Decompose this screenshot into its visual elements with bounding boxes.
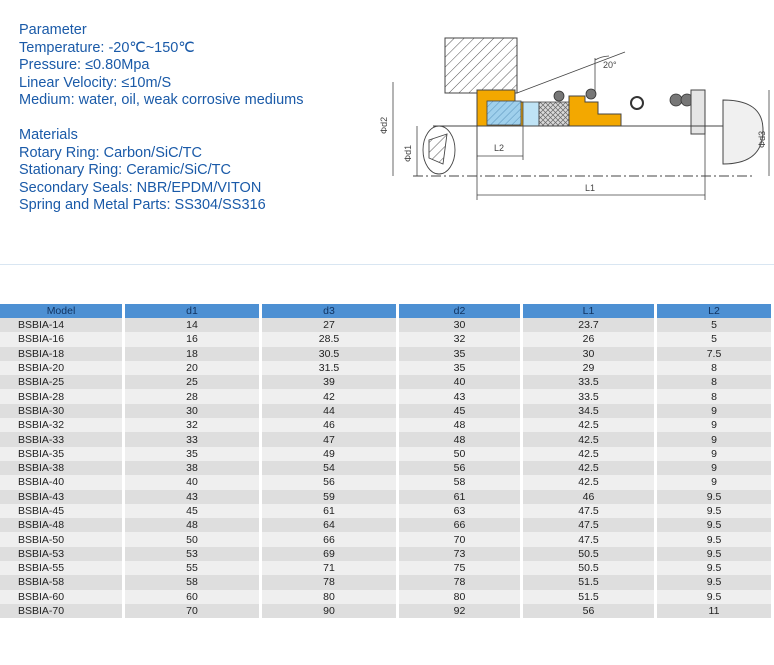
parameter-line: Linear Velocity: ≤10m/S bbox=[19, 74, 172, 91]
table-row bbox=[0, 332, 774, 346]
table-cell: 47.5 bbox=[523, 532, 657, 546]
table-cell: 70 bbox=[125, 604, 262, 618]
table-cell: BSBIA-33 bbox=[0, 432, 125, 446]
materials-line: Rotary Ring: Carbon/SiC/TC bbox=[19, 144, 202, 161]
materials-heading: Materials bbox=[19, 126, 78, 143]
table-cell: 43 bbox=[399, 389, 523, 403]
table-cell: 9 bbox=[657, 432, 774, 446]
table-cell: BSBIA-40 bbox=[0, 475, 125, 489]
table-row bbox=[0, 504, 774, 518]
table-cell: BSBIA-35 bbox=[0, 447, 125, 461]
table-cell: 8 bbox=[657, 361, 774, 375]
table-cell: BSBIA-14 bbox=[0, 318, 125, 332]
table-cell: 42.5 bbox=[523, 418, 657, 432]
table-cell: 30 bbox=[523, 347, 657, 361]
table-cell: 29 bbox=[523, 361, 657, 375]
table-cell: 42.5 bbox=[523, 432, 657, 446]
materials-line: Spring and Metal Parts: SS304/SS316 bbox=[19, 197, 266, 214]
table-cell: 32 bbox=[125, 418, 262, 432]
table-cell: 90 bbox=[262, 604, 399, 618]
table-row bbox=[0, 561, 774, 575]
table-cell: 40 bbox=[125, 475, 262, 489]
table-cell: 30.5 bbox=[262, 347, 399, 361]
table-row bbox=[0, 389, 774, 403]
table-cell: 9.5 bbox=[657, 504, 774, 518]
table-cell: 33.5 bbox=[523, 389, 657, 403]
table-cell: 47.5 bbox=[523, 504, 657, 518]
table-cell: 23.7 bbox=[523, 318, 657, 332]
table-cell: 51.5 bbox=[523, 575, 657, 589]
table-cell: 80 bbox=[262, 590, 399, 604]
d3-label: Φd3 bbox=[757, 130, 767, 148]
materials-line: Secondary Seals: NBR/EPDM/VITON bbox=[19, 179, 262, 196]
table-row bbox=[0, 432, 774, 446]
table-cell: BSBIA-60 bbox=[0, 590, 125, 604]
angle-label: 20° bbox=[603, 60, 617, 70]
table-row bbox=[0, 404, 774, 418]
table-cell: 9 bbox=[657, 447, 774, 461]
angle-indicator bbox=[517, 52, 625, 93]
table-cell: 9.5 bbox=[657, 490, 774, 504]
materials-line: Stationary Ring: Ceramic/SiC/TC bbox=[19, 162, 231, 179]
table-cell: 66 bbox=[262, 532, 399, 546]
table-cell: 42.5 bbox=[523, 461, 657, 475]
table-cell: BSBIA-53 bbox=[0, 547, 125, 561]
table-header bbox=[0, 304, 774, 318]
table-cell: 78 bbox=[262, 575, 399, 589]
table-cell: BSBIA-55 bbox=[0, 561, 125, 575]
table-cell: 48 bbox=[125, 518, 262, 532]
table-cell: 25 bbox=[125, 375, 262, 389]
table-cell: 51.5 bbox=[523, 590, 657, 604]
table-cell: BSBIA-43 bbox=[0, 490, 125, 504]
table-cell: 56 bbox=[523, 604, 657, 618]
table-cell: 46 bbox=[262, 418, 399, 432]
table-cell: 27 bbox=[262, 318, 399, 332]
table-cell: 9 bbox=[657, 404, 774, 418]
table-cell: 43 bbox=[125, 490, 262, 504]
table-cell: 50.5 bbox=[523, 547, 657, 561]
table-cell: 34.5 bbox=[523, 404, 657, 418]
rotary-assembly bbox=[523, 96, 621, 126]
table-cell: 40 bbox=[399, 375, 523, 389]
table-row bbox=[0, 318, 774, 332]
housing-gland bbox=[445, 38, 517, 93]
d2-label: Φd2 bbox=[379, 116, 389, 134]
table-row bbox=[0, 532, 774, 546]
table-cell: 63 bbox=[399, 504, 523, 518]
table-cell: 66 bbox=[399, 518, 523, 532]
table-cell: 35 bbox=[125, 447, 262, 461]
table-cell: 9 bbox=[657, 418, 774, 432]
parameter-block bbox=[19, 22, 303, 110]
table-cell: 35 bbox=[399, 361, 523, 375]
table-cell: 64 bbox=[262, 518, 399, 532]
table-cell: 9 bbox=[657, 461, 774, 475]
table-cell: 8 bbox=[657, 375, 774, 389]
table-cell: 55 bbox=[125, 561, 262, 575]
table-cell: BSBIA-25 bbox=[0, 375, 125, 389]
table-cell: BSBIA-20 bbox=[0, 361, 125, 375]
table-cell: 20 bbox=[125, 361, 262, 375]
table-cell: 42.5 bbox=[523, 447, 657, 461]
table-cell: 70 bbox=[399, 532, 523, 546]
table-cell: 60 bbox=[125, 590, 262, 604]
table-cell: 61 bbox=[399, 490, 523, 504]
table-cell: 50.5 bbox=[523, 561, 657, 575]
table-row bbox=[0, 361, 774, 375]
table-row bbox=[0, 447, 774, 461]
table-row bbox=[0, 575, 774, 589]
table-cell: 33.5 bbox=[523, 375, 657, 389]
table-row bbox=[0, 347, 774, 361]
table-cell: 80 bbox=[399, 590, 523, 604]
table-cell: 53 bbox=[125, 547, 262, 561]
table-cell: 49 bbox=[262, 447, 399, 461]
column-header: Model bbox=[0, 304, 125, 318]
table-cell: 5 bbox=[657, 318, 774, 332]
table-cell: 44 bbox=[262, 404, 399, 418]
table-cell: 35 bbox=[399, 347, 523, 361]
table-cell: 61 bbox=[262, 504, 399, 518]
column-header: d2 bbox=[399, 304, 523, 318]
table-cell: 9.5 bbox=[657, 575, 774, 589]
table-cell: 16 bbox=[125, 332, 262, 346]
table-cell: BSBIA-70 bbox=[0, 604, 125, 618]
table-cell: 50 bbox=[399, 447, 523, 461]
table-cell: 14 bbox=[125, 318, 262, 332]
table-cell: 9.5 bbox=[657, 547, 774, 561]
table-body bbox=[0, 318, 774, 618]
table-cell: BSBIA-50 bbox=[0, 532, 125, 546]
table-cell: BSBIA-38 bbox=[0, 461, 125, 475]
table-cell: 58 bbox=[125, 575, 262, 589]
table-row bbox=[0, 461, 774, 475]
table-cell: 28 bbox=[125, 389, 262, 403]
table-row bbox=[0, 590, 774, 604]
table-cell: BSBIA-58 bbox=[0, 575, 125, 589]
table-cell: 8 bbox=[657, 389, 774, 403]
table-cell: 47.5 bbox=[523, 518, 657, 532]
table-cell: 48 bbox=[399, 432, 523, 446]
table-cell: BSBIA-32 bbox=[0, 418, 125, 432]
table-cell: 9.5 bbox=[657, 590, 774, 604]
table-cell: 30 bbox=[125, 404, 262, 418]
table-cell: 73 bbox=[399, 547, 523, 561]
table-cell: 50 bbox=[125, 532, 262, 546]
table-cell: 30 bbox=[399, 318, 523, 332]
parameter-heading: Parameter bbox=[19, 22, 87, 38]
table-cell: 33 bbox=[125, 432, 262, 446]
column-header: d1 bbox=[125, 304, 262, 318]
seal-cross-section-drawing bbox=[373, 30, 774, 235]
parameter-line: Medium: water, oil, weak corrosive mediums bbox=[19, 92, 304, 109]
table-cell: 42.5 bbox=[523, 475, 657, 489]
table-cell: 38 bbox=[125, 461, 262, 475]
table-cell: 28.5 bbox=[262, 332, 399, 346]
table-cell: BSBIA-28 bbox=[0, 389, 125, 403]
parameter-line: Temperature: -20℃~150℃ bbox=[19, 39, 195, 56]
table-row bbox=[0, 375, 774, 389]
table-cell: 58 bbox=[399, 475, 523, 489]
table-cell: 47 bbox=[262, 432, 399, 446]
stationary-ring bbox=[477, 90, 523, 126]
table-row bbox=[0, 518, 774, 532]
table-cell: 59 bbox=[262, 490, 399, 504]
specifications bbox=[19, 22, 303, 232]
table-cell: 78 bbox=[399, 575, 523, 589]
table-cell: 5 bbox=[657, 332, 774, 346]
table-row bbox=[0, 604, 774, 618]
table-row bbox=[0, 475, 774, 489]
table-cell: 42 bbox=[262, 389, 399, 403]
table-cell: BSBIA-18 bbox=[0, 347, 125, 361]
table-cell: BSBIA-45 bbox=[0, 504, 125, 518]
table-cell: 9.5 bbox=[657, 532, 774, 546]
table-cell: 69 bbox=[262, 547, 399, 561]
table-cell: 18 bbox=[125, 347, 262, 361]
section-divider bbox=[0, 264, 774, 265]
table-cell: 92 bbox=[399, 604, 523, 618]
table-cell: 56 bbox=[399, 461, 523, 475]
materials-block bbox=[19, 127, 303, 215]
parameter-line: Pressure: ≤0.80Mpa bbox=[19, 57, 150, 74]
table-cell: BSBIA-16 bbox=[0, 332, 125, 346]
column-header: L2 bbox=[657, 304, 774, 318]
table-cell: 48 bbox=[399, 418, 523, 432]
l1-label: L1 bbox=[585, 183, 596, 193]
table-row bbox=[0, 418, 774, 432]
dimension-table bbox=[0, 304, 774, 618]
table-cell: 9.5 bbox=[657, 518, 774, 532]
table-row bbox=[0, 490, 774, 504]
table-cell: 9.5 bbox=[657, 561, 774, 575]
table-cell: 26 bbox=[523, 332, 657, 346]
table-cell: 54 bbox=[262, 461, 399, 475]
table-cell: 31.5 bbox=[262, 361, 399, 375]
l2-label: L2 bbox=[494, 143, 505, 153]
table-cell: 46 bbox=[523, 490, 657, 504]
d1-label: Φd1 bbox=[403, 144, 413, 162]
table-cell: 7.5 bbox=[657, 347, 774, 361]
column-header: L1 bbox=[523, 304, 657, 318]
table-cell: 45 bbox=[399, 404, 523, 418]
table-cell: BSBIA-30 bbox=[0, 404, 125, 418]
table-row bbox=[0, 547, 774, 561]
table-cell: 11 bbox=[657, 604, 774, 618]
table-cell: BSBIA-48 bbox=[0, 518, 125, 532]
table-cell: 32 bbox=[399, 332, 523, 346]
table-cell: 39 bbox=[262, 375, 399, 389]
table-cell: 75 bbox=[399, 561, 523, 575]
column-header: d3 bbox=[262, 304, 399, 318]
table-cell: 71 bbox=[262, 561, 399, 575]
table-cell: 56 bbox=[262, 475, 399, 489]
table-cell: 9 bbox=[657, 475, 774, 489]
table-cell: 45 bbox=[125, 504, 262, 518]
